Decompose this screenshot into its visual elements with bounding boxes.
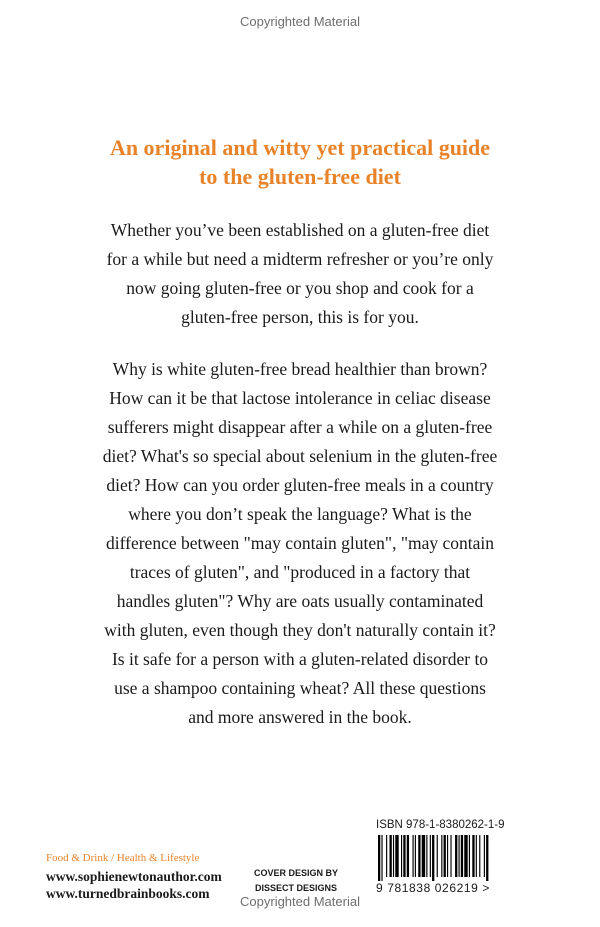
isbn-label: ISBN 978-1-8380262-1-9 xyxy=(376,819,505,831)
author-website-link[interactable]: www.sophienewtonauthor.com xyxy=(46,869,222,884)
text-line: handles gluten"? Why are oats usually contaminated xyxy=(116,591,484,611)
headline-line-2: to the gluten-free diet xyxy=(199,164,401,189)
text-line: Is it safe for a person with a gluten-related disorder to xyxy=(111,649,489,669)
text-line: and more answered in the book. xyxy=(188,707,412,727)
text-line: now going gluten-free or you shop and cook for a xyxy=(126,278,474,298)
headline xyxy=(40,133,560,191)
barcode-image xyxy=(376,835,526,881)
text-line: How can it be that lactose intolerance in celiac disease xyxy=(109,388,491,408)
watermark-top: Copyrighted Material xyxy=(240,14,360,29)
text-line: sufferers might disappear after a while on a gluten-free xyxy=(107,417,493,437)
text-line: Why is white gluten-free bread healthier than brown? xyxy=(112,359,488,379)
text-line: traces of gluten", and "produced in a factory that xyxy=(129,562,471,582)
text-line: diet? How can you order gluten-free meals in a country xyxy=(106,475,494,495)
watermark-bottom: Copyrighted Material xyxy=(240,894,360,909)
genre-label: Food & Drink / Health & Lifestyle xyxy=(46,852,200,864)
text-line: where you don’t speak the language? What is the xyxy=(128,504,472,524)
text-line: gluten-free person, this is for you. xyxy=(181,307,419,327)
text-line: with gluten, even though they don't naturally contain it? xyxy=(104,620,496,640)
headline-line-1: An original and witty yet practical guide xyxy=(109,135,491,160)
cover-design-credit xyxy=(246,866,346,896)
text-line: diet? What's so special about selenium in the gluten-free xyxy=(102,446,498,466)
text-line: use a shampoo containing wheat? All these questions xyxy=(114,678,486,698)
cover-design-line-1: COVER DESIGN BY xyxy=(253,868,338,878)
questions-paragraph xyxy=(60,355,540,732)
text-line: for a while but need a midterm refresher or you’re only xyxy=(106,249,494,269)
text-line: Whether you’ve been established on a gluten-free diet xyxy=(110,220,490,240)
cover-design-line-2: DISSECT DESIGNS xyxy=(254,883,337,893)
text-line: difference between "may contain gluten", "may contain xyxy=(106,533,494,553)
intro-paragraph xyxy=(60,216,540,332)
barcode-digits: 9 781838 026219 > xyxy=(376,881,490,895)
publisher-website-link[interactable]: www.turnedbrainbooks.com xyxy=(46,886,210,901)
